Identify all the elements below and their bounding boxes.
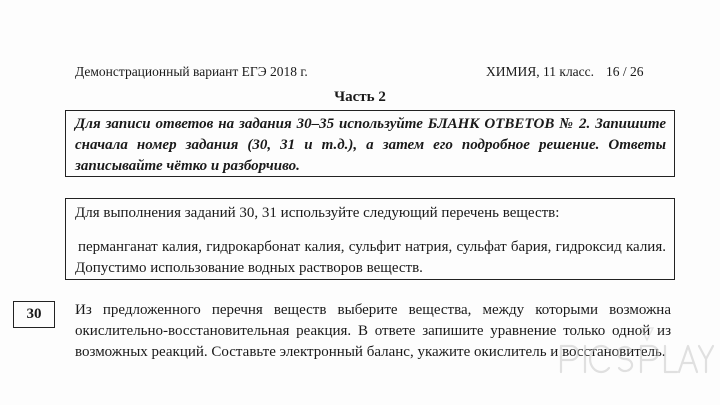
part-title: Часть 2	[334, 89, 386, 105]
instructions-box	[65, 110, 675, 177]
instructions-text: Для записи ответов на задания 30–35 используйте БЛАНК ОТВЕТОВ № 2. Запишите сначала номер задания (30, 31 и т.д.), а затем его подробное решение. Ответы записывайте чётко и разборчиво.	[75, 116, 666, 174]
substances-box	[65, 198, 675, 280]
task-number-box: 30	[13, 301, 55, 328]
task-text: Из предложенного перечня веществ выберите вещества, между которыми возможна окислительно-восстановительная реакция. В ответе запишите уравнение только одной из возможных реакций. Составьте электронный баланс, укажите окислитель и восстановитель.	[75, 302, 671, 360]
header-page-number: 16 / 26	[606, 64, 644, 79]
substances-intro: Для выполнения заданий 30, 31 используйте следующий перечень веществ:	[75, 205, 560, 221]
header-subject-page	[486, 64, 644, 80]
header-subject: ХИМИЯ, 11 класс.	[486, 64, 595, 79]
header-exam-variant: Демонстрационный вариант ЕГЭ 2018 г.	[75, 64, 308, 79]
substances-list: перманганат калия, гидрокарбонат калия, сульфит натрия, сульфат бария, гидроксид калия. Допустимо использование водных растворов веществ.	[75, 239, 666, 276]
